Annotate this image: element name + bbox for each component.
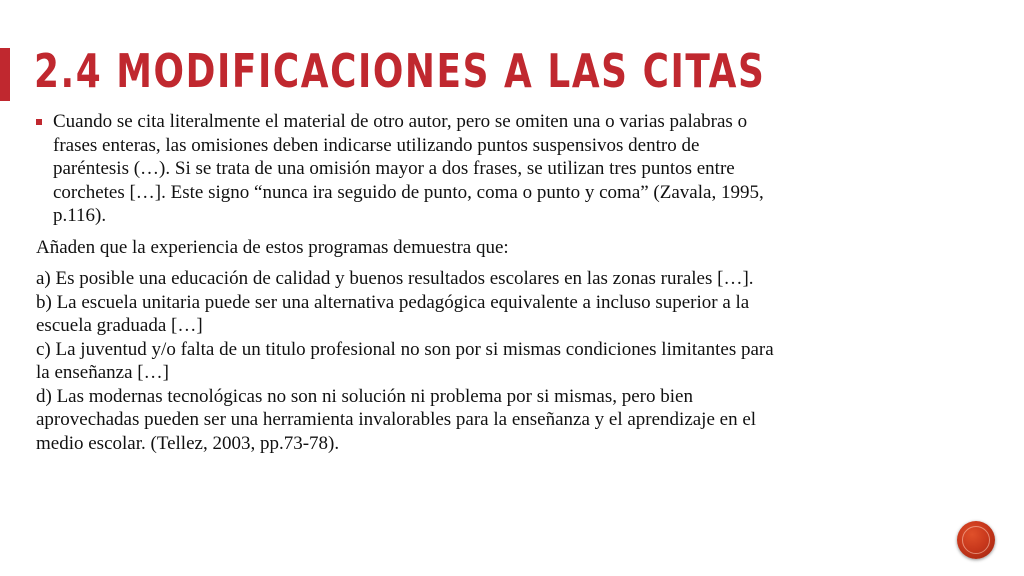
intro-paragraph: Añaden que la experiencia de estos programas demuestra que: (36, 236, 509, 258)
bullet-line: paréntesis (…). Si se trata de una omisión mayor a dos frases, se utilizan tres puntos entre (53, 158, 735, 179)
bullet-line: corchetes […]. Este signo “nunca ira seguido de punto, coma o punto y coma” (Zavala, 1995, (53, 181, 764, 203)
bullet-line: p.116). (53, 205, 107, 226)
nav-circle-icon[interactable] (957, 521, 995, 559)
nav-circle-ring (962, 526, 990, 554)
list-line: c) La juventud y/o falta de un titulo profesional no son por si mismas condiciones limitantes para (36, 338, 774, 360)
slide-body (36, 110, 991, 463)
list-paragraph (36, 267, 991, 455)
bullet-paragraph (36, 110, 991, 228)
list-line: aprovechadas pueden ser una herramienta invalorables para la enseñanza y el aprendizaje en el (36, 409, 757, 430)
list-line: a) Es posible una educación de calidad y buenos resultados escolares en las zonas rurales […]. (36, 268, 754, 289)
list-line: escuela graduada […] (36, 315, 203, 336)
bullet-line: frases enteras, las omisiones deben indicarse utilizando puntos suspensivos dentro de (53, 134, 700, 156)
square-bullet-icon (36, 119, 42, 125)
slide-title: 2.4 MODIFICACIONES A LAS CITAS (34, 44, 766, 98)
list-line: la enseñanza […] (36, 362, 169, 383)
list-line: b) La escuela unitaria puede ser una alternativa pedagógica equivalente a incluso superior a la (36, 291, 750, 313)
bullet-line: Cuando se cita literalmente el material de otro autor, pero se omiten una o varias palabras o (53, 111, 748, 132)
list-line: d) Las modernas tecnológicas no son ni solución ni problema por si mismas, pero bien (36, 385, 693, 407)
title-accent-bar (0, 48, 10, 101)
list-line: medio escolar. (Tellez, 2003, pp.73-78). (36, 432, 340, 454)
